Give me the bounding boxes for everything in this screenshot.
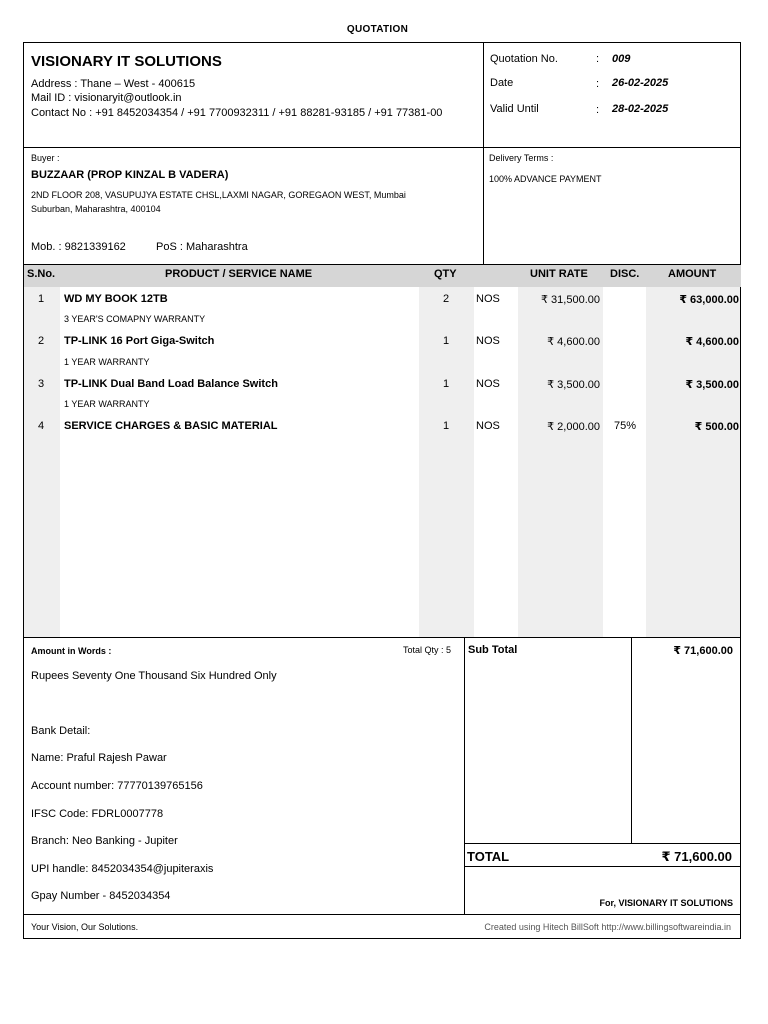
header-divider (483, 42, 484, 264)
subtotal-divider (631, 637, 632, 843)
col-header-disc: DISC. (610, 268, 640, 280)
quotation-no-label: Quotation No. (490, 53, 558, 65)
col-header-sno: S.No. (27, 268, 56, 280)
bank-ifsc: IFSC Code: FDRL0007778 (31, 808, 164, 820)
amount-in-words-label: Amount in Words : (31, 646, 112, 656)
buyer-mobile: Mob. : 9821339162 (31, 241, 126, 253)
footer-top-border (23, 637, 741, 638)
subtotal-value: ₹ 71,600.00 (673, 645, 733, 657)
date-label: Date (490, 77, 514, 89)
col-header-amount: AMOUNT (668, 268, 717, 280)
amount-in-words: Rupees Seventy One Thousand Six Hundred Only (31, 670, 277, 682)
valid-until-label: Valid Until (490, 103, 539, 115)
total-value: ₹ 71,600.00 (661, 849, 732, 864)
company-mail: Mail ID : visionaryit@outlook.in (31, 92, 182, 104)
row-product-name: SERVICE CHARGES & BASIC MATERIAL (64, 420, 278, 432)
buyer-address-line2: Suburban, Maharashtra, 400104 (31, 204, 161, 214)
date-value: 26-02-2025 (612, 77, 669, 89)
row-qty: 1 (443, 378, 450, 390)
header-separator (23, 147, 741, 148)
row-rate: ₹ 3,500.00 (547, 379, 600, 391)
valid-until-sep: : (596, 104, 600, 116)
row-product-name: WD MY BOOK 12TB (64, 293, 168, 305)
document-title: QUOTATION (346, 24, 409, 35)
subtotal-label: Sub Total (468, 644, 518, 656)
col-header-product: PRODUCT / SERVICE NAME (165, 268, 313, 280)
row-sno: 1 (38, 293, 45, 305)
row-sno: 3 (38, 378, 45, 390)
buyer-address-line1: 2ND FLOOR 208, VASUPUJYA ESTATE CHSL,LAXMI NAGAR, GOREGAON WEST, Mumbai (31, 190, 406, 200)
row-qty: 1 (443, 420, 450, 432)
row-unit: NOS (476, 293, 500, 305)
quotation-no-value: 009 (612, 53, 631, 65)
row-sno: 2 (38, 335, 45, 347)
company-address: Address : Thane – West - 400615 (31, 78, 196, 90)
row-product-desc: 3 YEAR'S COMAPNY WARRANTY (64, 314, 206, 324)
row-product-desc: 1 YEAR WARRANTY (64, 357, 150, 367)
col-header-rate: UNIT RATE (530, 268, 588, 280)
row-rate: ₹ 2,000.00 (547, 421, 600, 433)
delivery-terms-value: 100% ADVANCE PAYMENT (489, 174, 602, 184)
row-sno: 4 (38, 420, 45, 432)
software-credit: Created using Hitech BillSoft http://www.billingsoftwareindia.in (484, 922, 731, 932)
buyer-name: BUZZAAR (PROP KINZAL B VADERA) (31, 169, 229, 181)
footer-divider (464, 637, 465, 914)
row-unit: NOS (476, 420, 500, 432)
total-label: TOTAL (467, 849, 510, 864)
buyer-pos: PoS : Maharashtra (156, 241, 248, 253)
gpay-number: Gpay Number - 8452034354 (31, 890, 171, 902)
row-unit: NOS (476, 378, 500, 390)
row-amount: ₹ 63,000.00 (679, 294, 739, 306)
date-sep: : (596, 78, 600, 90)
company-contact: Contact No : +91 8452034354 / +91 7700932311 / +91 88281-93185 / +91 77381-00 (31, 107, 443, 119)
row-qty: 2 (443, 293, 450, 305)
total-qty: Total Qty : 5 (403, 645, 452, 655)
row-disc: 75% (614, 420, 637, 432)
signatory: For, VISIONARY IT SOLUTIONS (599, 898, 733, 908)
col-header-qty: QTY (434, 268, 457, 280)
row-qty: 1 (443, 335, 450, 347)
row-product-name: TP-LINK Dual Band Load Balance Switch (64, 378, 278, 390)
total-top-border (464, 843, 741, 844)
row-rate: ₹ 31,500.00 (541, 294, 600, 306)
bank-name: Name: Praful Rajesh Pawar (31, 752, 167, 764)
row-product-name: TP-LINK 16 Port Giga-Switch (64, 335, 215, 347)
row-amount: ₹ 3,500.00 (685, 379, 739, 391)
row-unit: NOS (476, 335, 500, 347)
bank-account: Account number: 77770139765156 (31, 780, 203, 792)
company-name: VISIONARY IT SOLUTIONS (31, 53, 222, 70)
row-rate: ₹ 4,600.00 (547, 336, 600, 348)
tagline: Your Vision, Our Solutions. (31, 922, 139, 932)
buyer-label: Buyer : (31, 153, 60, 163)
row-product-desc: 1 YEAR WARRANTY (64, 399, 150, 409)
row-amount: ₹ 500.00 (694, 421, 739, 433)
bank-detail-label: Bank Detail: (31, 725, 91, 737)
delivery-terms-label: Delivery Terms : (489, 153, 554, 163)
tagline-separator (23, 914, 741, 915)
quotation-no-sep: : (596, 53, 600, 65)
upi-handle: UPI handle: 8452034354@jupiteraxis (31, 863, 214, 875)
total-bottom-border (464, 866, 741, 867)
row-amount: ₹ 4,600.00 (685, 336, 739, 348)
bank-branch: Branch: Neo Banking - Jupiter (31, 835, 178, 847)
valid-until-value: 28-02-2025 (612, 103, 669, 115)
